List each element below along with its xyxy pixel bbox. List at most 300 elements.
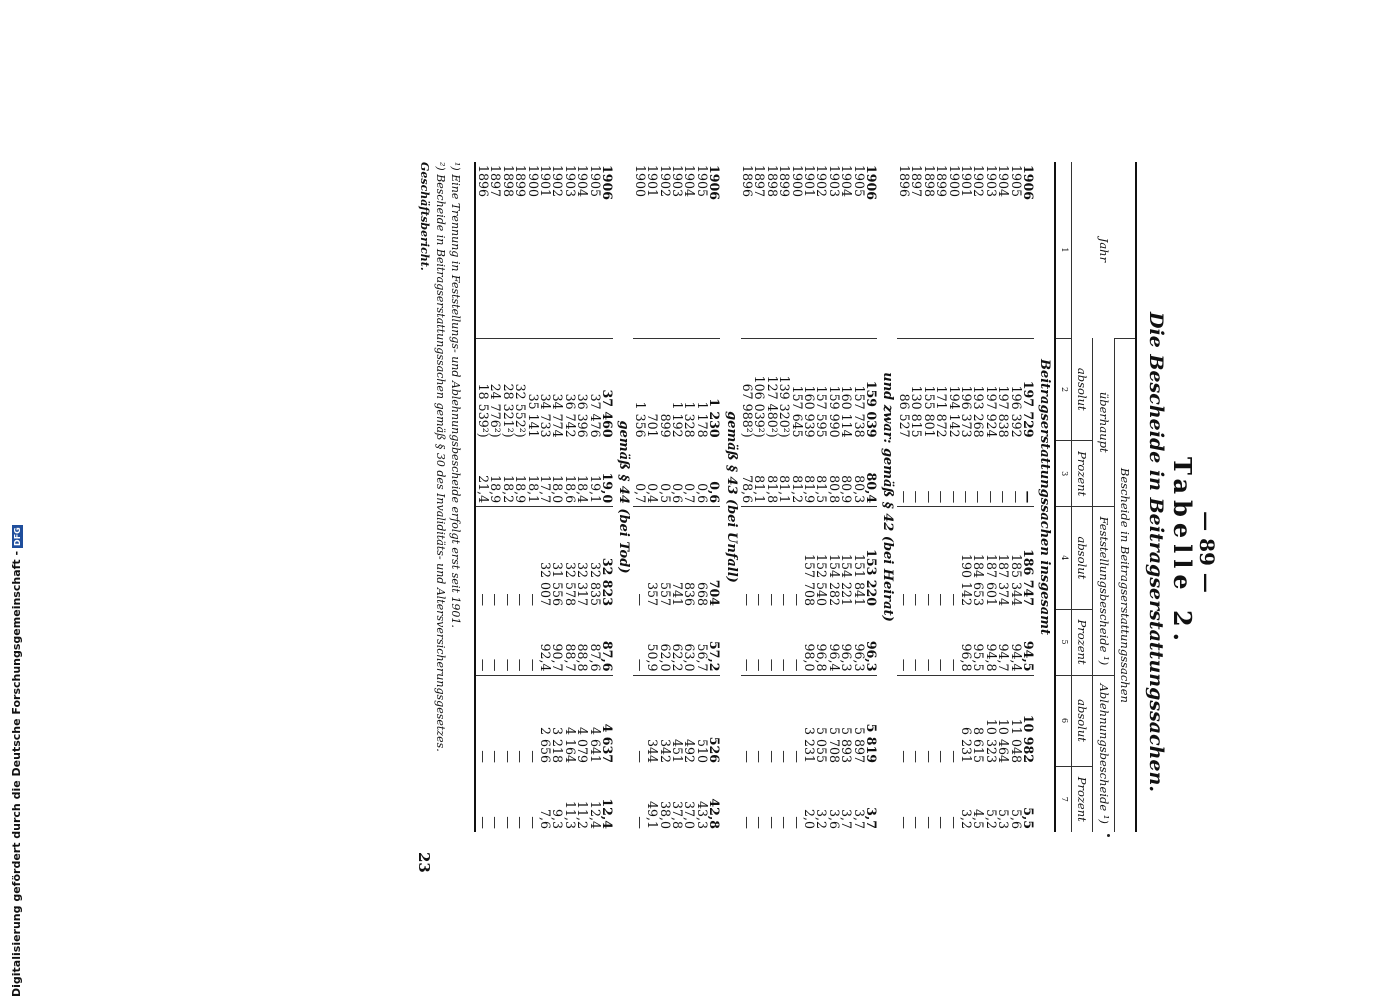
- column-number: 2: [1055, 338, 1071, 440]
- geschaeftsbericht-label: Geschäftsbericht.: [418, 162, 431, 271]
- absolut-cell: —: [500, 593, 516, 607]
- absolut-cell: 196 392: [1008, 385, 1024, 438]
- absolut-cell: 106 039²): [752, 375, 768, 438]
- prozent-cell: —: [489, 609, 501, 675]
- year-cell: 1901: [803, 162, 815, 338]
- absolut-cell: —: [752, 593, 768, 607]
- prozent-cell: 0,5: [658, 441, 670, 507]
- prozent-cell: 81,2: [790, 441, 802, 507]
- header-absolut: absolut: [1071, 675, 1092, 766]
- year-cell: 1898: [765, 162, 777, 338]
- absolut-cell: 344: [645, 738, 661, 763]
- prozent-cell: —: [526, 609, 538, 675]
- table-row: [695, 162, 707, 832]
- absolut-cell: 151 841: [851, 553, 867, 607]
- prozent-cell: —: [501, 609, 513, 675]
- absolut-cell: 67 988²): [740, 383, 756, 438]
- year-cell: 1905: [695, 162, 707, 338]
- absolut-cell: 899: [657, 413, 673, 438]
- absolut-cell: 31 556: [550, 561, 566, 607]
- table-row: [922, 162, 934, 832]
- absolut-cell: 5 897: [851, 726, 867, 763]
- absolut-cell: 10 323: [983, 718, 999, 763]
- prozent-cell: 19,0: [601, 441, 613, 507]
- prozent-cell: 87,6: [601, 609, 613, 675]
- prozent-cell: —: [898, 609, 910, 675]
- prozent-cell: 94,5: [1022, 609, 1034, 675]
- absolut-cell: 197 924: [983, 385, 999, 438]
- prozent-cell: 80,3: [852, 441, 864, 507]
- prozent-cell: 78,6: [741, 441, 753, 507]
- absolut-cell: —: [476, 675, 489, 766]
- prozent-cell: —: [910, 441, 922, 507]
- prozent-cell: 9,3: [550, 808, 566, 829]
- absolut-cell: 190 142: [958, 553, 974, 607]
- prozent-cell: 0,6: [695, 441, 707, 507]
- header-absolut: absolut: [1071, 338, 1092, 440]
- table-row: [984, 162, 996, 832]
- table-row: [633, 162, 645, 832]
- prozent-cell: —: [632, 816, 648, 829]
- prozent-cell: 92,4: [539, 609, 551, 675]
- year-cell: 1901: [646, 162, 658, 338]
- absolut-cell: 32 823: [599, 557, 615, 607]
- section-title: gemäß § 43 (bei Unfall): [723, 411, 739, 583]
- absolut-cell: 184 653: [971, 553, 987, 607]
- year-cell: 1903: [984, 162, 996, 338]
- year-cell: 1898: [501, 162, 513, 338]
- prozent-cell: —: [476, 766, 489, 832]
- absolut-cell: 152 540: [814, 553, 830, 607]
- table-row: [588, 162, 600, 832]
- table-row: [827, 162, 839, 832]
- footnote-1: ¹) Eine Trennung in Feststellungs- und Ablehnungsbescheide erfolgt erst seit 1901.: [449, 162, 462, 628]
- prozent-cell: —: [790, 609, 802, 675]
- prozent-cell: 62,0: [658, 609, 670, 675]
- prozent-cell: 50,9: [646, 609, 658, 675]
- absolut-cell: 4 079: [575, 726, 591, 763]
- absolut-cell: 668: [694, 581, 710, 607]
- absolut-cell: 35 141: [525, 393, 541, 438]
- prozent-cell: 0,7: [683, 441, 695, 507]
- absolut-cell: 34 733: [537, 393, 553, 438]
- absolut-cell: 492: [682, 738, 698, 763]
- absolut-cell: 194 142: [946, 385, 962, 438]
- absolut-cell: —: [525, 593, 541, 607]
- year-cell: 1897: [753, 162, 765, 338]
- ink-dot: [1107, 834, 1110, 837]
- absolut-cell: 187 374: [996, 553, 1012, 607]
- prozent-cell: —: [1009, 441, 1021, 507]
- rotated-table-page: [167, 162, 1219, 942]
- absolut-cell: 185 344: [1008, 553, 1024, 607]
- table-row: [741, 162, 753, 832]
- prozent-cell: 17,7: [539, 441, 551, 507]
- absolut-cell: —: [946, 593, 962, 607]
- section-header-row: [877, 162, 897, 832]
- absolut-cell: 4 641: [587, 726, 603, 763]
- absolut-cell: —: [476, 507, 489, 609]
- absolut-cell: —: [752, 750, 768, 763]
- year-cell: 1906: [708, 162, 720, 338]
- absolut-cell: 357: [645, 581, 661, 607]
- absolut-cell: 37 476: [587, 393, 603, 438]
- data-table: [475, 162, 1138, 832]
- absolut-cell: 186 747: [1020, 549, 1036, 607]
- year-cell: 1897: [910, 162, 922, 338]
- prozent-cell: 18,1: [526, 441, 538, 507]
- prozent-cell: 42,8: [707, 798, 723, 829]
- prozent-cell: 96,3: [852, 609, 864, 675]
- absolut-cell: —: [488, 593, 504, 607]
- prozent-cell: —: [934, 816, 950, 829]
- prozent-cell: 96,8: [960, 609, 972, 675]
- year-cell: 1904: [683, 162, 695, 338]
- absolut-cell: 741: [670, 581, 685, 607]
- absolut-cell: 155 801: [921, 385, 937, 438]
- absolut-cell: —: [513, 593, 529, 607]
- prozent-cell: —: [921, 816, 937, 829]
- year-cell: 1905: [1009, 162, 1021, 338]
- absolut-cell: 160 939: [802, 385, 818, 438]
- year-cell: 1900: [947, 162, 959, 338]
- year-cell: 1900: [526, 162, 538, 338]
- header-group: Bescheide in Beitragserstattungssachen: [1114, 338, 1136, 832]
- absolut-cell: 139 320²): [777, 375, 793, 438]
- absolut-cell: —: [740, 593, 756, 607]
- absolut-cell: 193 268: [971, 385, 987, 438]
- absolut-cell: —: [934, 750, 950, 763]
- dfg-logo: DFG: [13, 527, 22, 546]
- column-number: 1: [1055, 162, 1071, 338]
- header-jahr: Jahr: [1071, 162, 1136, 338]
- absolut-cell: 8 615: [971, 726, 987, 763]
- prozent-cell: 38,0: [657, 800, 673, 829]
- prozent-cell: —: [947, 609, 959, 675]
- table-row: [790, 162, 802, 832]
- absolut-cell: 18 539²): [476, 338, 489, 440]
- absolut-cell: —: [777, 750, 793, 763]
- prozent-cell: 11,3: [562, 800, 578, 829]
- prozent-cell: 43,3: [694, 800, 710, 829]
- column-number: 4: [1055, 507, 1071, 609]
- year-cell: 1899: [514, 162, 526, 338]
- table-row: [476, 162, 489, 832]
- prozent-cell: 37,0: [682, 800, 698, 829]
- absolut-cell: 1 230: [707, 398, 723, 438]
- prozent-cell: 80,8: [827, 441, 839, 507]
- prozent-cell: —: [789, 816, 805, 829]
- prozent-cell: 18,9: [514, 441, 526, 507]
- prozent-cell: 96,4: [827, 609, 839, 675]
- absolut-cell: —: [909, 750, 925, 763]
- prozent-cell: —: [740, 816, 756, 829]
- year-cell: 1906: [865, 162, 877, 338]
- absolut-cell: 196 373: [958, 385, 974, 438]
- prozent-cell: 87,6: [588, 609, 600, 675]
- year-cell: 1901: [960, 162, 972, 338]
- prozent-cell: —: [898, 441, 910, 507]
- absolut-cell: 4 164: [562, 726, 578, 763]
- absolut-cell: 159 039: [864, 380, 880, 438]
- sheet-number: 23: [415, 852, 433, 873]
- prozent-cell: —: [922, 609, 934, 675]
- prozent-cell: 11,2: [575, 800, 591, 829]
- year-cell: 1897: [489, 162, 501, 338]
- absolut-cell: 5 055: [814, 726, 830, 763]
- prozent-cell: —: [997, 441, 1009, 507]
- prozent-cell: 3,7: [839, 808, 855, 829]
- table-row: [658, 162, 670, 832]
- header-fest: Feststellungsbescheide ¹): [1093, 507, 1114, 675]
- absolut-cell: —: [632, 750, 648, 763]
- prozent-cell: —: [500, 816, 516, 829]
- prozent-cell: 2,0: [802, 808, 818, 829]
- absolut-cell: —: [488, 750, 504, 763]
- absolut-cell: 157 645: [789, 385, 805, 438]
- prozent-cell: —: [764, 816, 780, 829]
- absolut-cell: —: [921, 750, 937, 763]
- header-ablehn: Ablehnungsbescheide ¹): [1093, 675, 1114, 832]
- prozent-cell: 7,6: [537, 808, 553, 829]
- prozent-cell: 3,7: [851, 808, 867, 829]
- absolut-cell: 32 552²): [513, 383, 529, 438]
- year-cell: 1896: [741, 162, 753, 338]
- year-cell: 1900: [633, 162, 645, 338]
- absolut-cell: 10 464: [996, 718, 1012, 763]
- prozent-cell: 81,8: [765, 441, 777, 507]
- absolut-cell: 704: [707, 579, 723, 607]
- prozent-cell: —: [753, 609, 765, 675]
- section-title: gemäß § 44 (bei Tod): [616, 420, 632, 574]
- prozent-cell: —: [972, 441, 984, 507]
- year-cell: 1898: [922, 162, 934, 338]
- digitization-text: Digitalisierung gefördert durch die Deutsche Forschungsgemeinschaft -: [10, 550, 23, 997]
- absolut-cell: 157 738: [851, 385, 867, 438]
- absolut-cell: 197 838: [996, 385, 1012, 438]
- absolut-cell: 36 396: [575, 393, 591, 438]
- prozent-cell: 49,1: [645, 800, 661, 829]
- prozent-cell: 88,7: [563, 609, 575, 675]
- prozent-cell: —: [946, 816, 962, 829]
- absolut-cell: 157 708: [802, 553, 818, 607]
- year-cell: 1902: [815, 162, 827, 338]
- absolut-cell: 36 742: [562, 393, 578, 438]
- absolut-cell: 127 480²): [764, 375, 780, 438]
- digitization-note: [10, 525, 23, 997]
- absolut-cell: 32 317: [575, 561, 591, 607]
- absolut-cell: 34 774: [550, 393, 566, 438]
- section-title: Beitragserstattungssachen insgesamt: [1037, 358, 1053, 635]
- prozent-cell: 81,5: [815, 441, 827, 507]
- year-cell: 1899: [778, 162, 790, 338]
- table-body: [476, 162, 1056, 832]
- absolut-cell: 86 527: [896, 393, 912, 438]
- prozent-cell: 81,1: [778, 441, 790, 507]
- absolut-cell: 451: [670, 738, 685, 763]
- year-cell: 1901: [539, 162, 551, 338]
- header-prozent: Prozent: [1071, 609, 1092, 675]
- prozent-cell: 4,5: [971, 808, 987, 829]
- prozent-cell: 0,4: [646, 441, 658, 507]
- prozent-cell: —: [909, 816, 925, 829]
- prozent-cell: —: [984, 441, 996, 507]
- absolut-cell: 1 178: [694, 401, 710, 438]
- absolut-cell: 342: [657, 738, 673, 763]
- prozent-cell: 0,7: [633, 441, 645, 507]
- absolut-cell: —: [896, 750, 912, 763]
- prozent-cell: 3,7: [864, 807, 880, 829]
- prozent-cell: —: [488, 816, 504, 829]
- absolut-cell: 197 729: [1020, 380, 1036, 438]
- absolut-cell: 157 595: [814, 385, 830, 438]
- prozent-cell: 57,2: [708, 609, 720, 675]
- absolut-cell: 836: [682, 581, 698, 607]
- year-cell: 1900: [790, 162, 802, 338]
- year-cell: 1906: [1022, 162, 1034, 338]
- table-subtitle: Die Bescheide in Beitragserstattungssachen.: [1145, 312, 1167, 792]
- prozent-cell: 5,5: [1020, 807, 1036, 829]
- prozent-cell: —: [514, 609, 526, 675]
- absolut-cell: 130 815: [909, 385, 925, 438]
- column-number: 7: [1055, 766, 1071, 832]
- prozent-cell: 81,9: [803, 441, 815, 507]
- section-header-row: [613, 162, 633, 832]
- absolut-cell: —: [764, 593, 780, 607]
- prozent-cell: —: [525, 816, 541, 829]
- prozent-cell: 12,4: [587, 800, 603, 829]
- prozent-cell: 19,1: [588, 441, 600, 507]
- prozent-cell: —: [947, 441, 959, 507]
- year-cell: 1906: [601, 162, 613, 338]
- prozent-cell: 37,8: [670, 800, 685, 829]
- prozent-cell: 62,2: [671, 609, 683, 675]
- absolut-cell: —: [934, 593, 950, 607]
- absolut-cell: 1 192: [670, 401, 685, 438]
- year-cell: 1896: [476, 162, 489, 338]
- prozent-cell: 3,2: [958, 808, 974, 829]
- prozent-cell: —: [1022, 441, 1034, 507]
- prozent-cell: 0,6: [708, 441, 720, 507]
- year-cell: 1902: [972, 162, 984, 338]
- prozent-cell: —: [741, 609, 753, 675]
- prozent-cell: 94,8: [984, 609, 996, 675]
- absolut-cell: 3 218: [550, 726, 566, 763]
- absolut-cell: 4 637: [599, 723, 615, 763]
- prozent-cell: —: [476, 609, 489, 675]
- header-prozent: Prozent: [1071, 441, 1092, 507]
- absolut-cell: 32 835: [587, 561, 603, 607]
- absolut-cell: 526: [707, 736, 723, 763]
- header-ueberhaupt: überhaupt: [1093, 338, 1114, 506]
- absolut-cell: —: [513, 750, 529, 763]
- prozent-cell: 94,7: [997, 609, 1009, 675]
- table-row: [1009, 162, 1021, 832]
- prozent-cell: 18,2: [501, 441, 513, 507]
- prozent-cell: 81,1: [753, 441, 765, 507]
- year-cell: 1904: [576, 162, 588, 338]
- absolut-cell: 5 893: [839, 726, 855, 763]
- absolut-cell: —: [740, 750, 756, 763]
- prozent-cell: 88,8: [576, 609, 588, 675]
- prozent-cell: 96,3: [840, 609, 852, 675]
- prozent-cell: —: [935, 441, 947, 507]
- absolut-cell: —: [789, 593, 805, 607]
- absolut-cell: 11 048: [1008, 718, 1024, 763]
- prozent-cell: 18,9: [489, 441, 501, 507]
- absolut-cell: 171 872: [934, 385, 950, 438]
- prozent-cell: 3,2: [814, 808, 830, 829]
- prozent-cell: 95,5: [972, 609, 984, 675]
- absolut-cell: —: [764, 750, 780, 763]
- absolut-cell: 10 982: [1020, 714, 1036, 763]
- absolut-cell: 32 007: [537, 561, 553, 607]
- table-row: [563, 162, 575, 832]
- absolut-cell: 37 460: [599, 389, 615, 438]
- footnote-2: ²) Bescheide in Beitragserstattungssachen gemäß § 30 des Invaliditäts- und Altersversicherungsgesetzes.: [434, 162, 447, 752]
- absolut-cell: —: [921, 593, 937, 607]
- prozent-cell: —: [960, 441, 972, 507]
- prozent-cell: 18,6: [563, 441, 575, 507]
- absolut-cell: —: [909, 593, 925, 607]
- year-cell: 1902: [551, 162, 563, 338]
- prozent-cell: —: [910, 609, 922, 675]
- year-cell: 1903: [671, 162, 683, 338]
- prozent-cell: 94,4: [1009, 609, 1021, 675]
- absolut-cell: —: [896, 593, 912, 607]
- prozent-cell: —: [896, 816, 912, 829]
- prozent-cell: 90,7: [551, 609, 563, 675]
- prozent-cell: —: [513, 816, 529, 829]
- prozent-cell: 80,4: [865, 441, 877, 507]
- prozent-cell: 21,4: [476, 441, 489, 507]
- prozent-cell: —: [778, 609, 790, 675]
- absolut-cell: 701: [645, 413, 661, 438]
- absolut-cell: 154 282: [826, 553, 842, 607]
- prozent-cell: 0,6: [671, 441, 683, 507]
- prozent-cell: 63,0: [683, 609, 695, 675]
- prozent-cell: —: [922, 441, 934, 507]
- year-cell: 1904: [997, 162, 1009, 338]
- year-cell: 1903: [563, 162, 575, 338]
- year-cell: 1903: [827, 162, 839, 338]
- prozent-cell: 80,9: [840, 441, 852, 507]
- table-title: Tabelle 2.: [1168, 456, 1197, 648]
- header-prozent: Prozent: [1071, 766, 1092, 832]
- prozent-cell: —: [935, 609, 947, 675]
- column-number: 5: [1055, 609, 1071, 675]
- absolut-cell: —: [525, 750, 541, 763]
- absolut-cell: 28 321²): [500, 383, 516, 438]
- prozent-cell: 12,4: [599, 798, 615, 829]
- year-cell: 1902: [658, 162, 670, 338]
- absolut-cell: 3 231: [802, 726, 818, 763]
- section-title: und zwar: gemäß § 42 (bei Heirat): [880, 372, 896, 622]
- absolut-cell: —: [777, 593, 793, 607]
- column-number: 3: [1055, 441, 1071, 507]
- prozent-cell: 5,2: [983, 808, 999, 829]
- table-row: [852, 162, 864, 832]
- prozent-cell: 3,6: [826, 808, 842, 829]
- absolut-cell: 154 221: [839, 553, 855, 607]
- prozent-cell: 96,3: [865, 609, 877, 675]
- section-header-row: [1034, 162, 1055, 832]
- prozent-cell: 18,4: [576, 441, 588, 507]
- prozent-cell: —: [633, 609, 645, 675]
- absolut-cell: —: [632, 593, 648, 607]
- table-row: [501, 162, 513, 832]
- prozent-cell: 98,0: [803, 609, 815, 675]
